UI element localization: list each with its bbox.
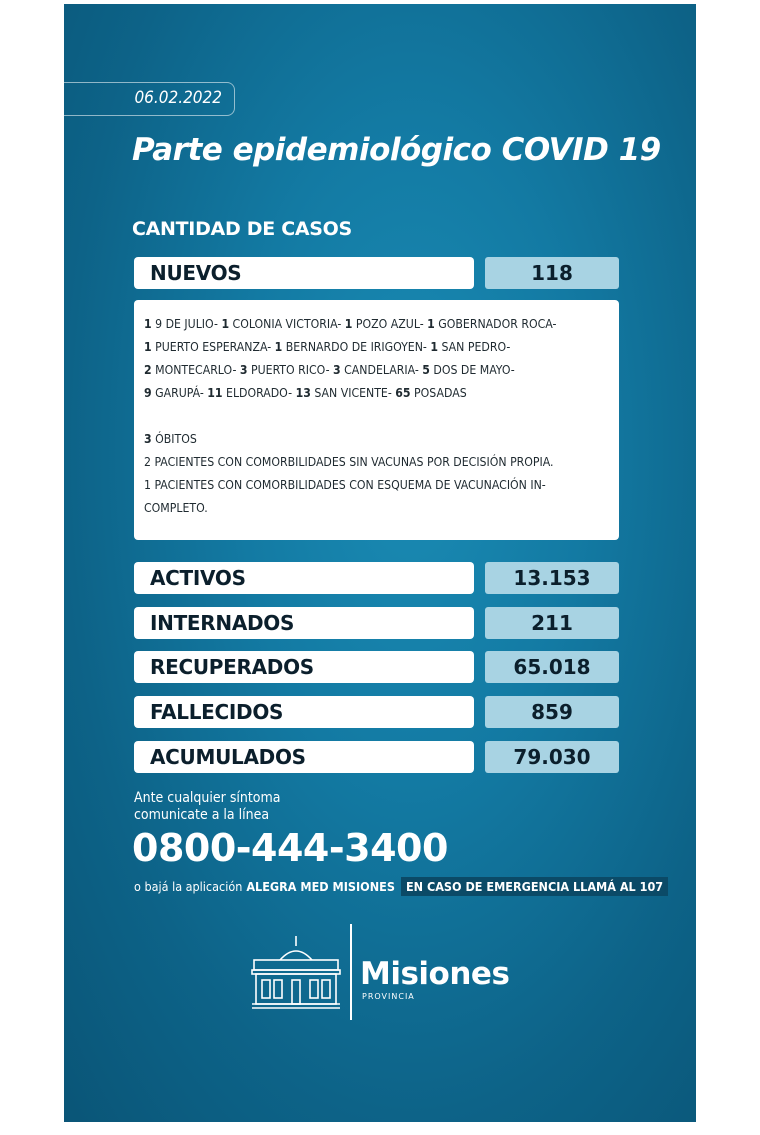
misiones-logo — [250, 924, 510, 1024]
case-location: MONTECARLO- — [151, 363, 240, 377]
cta-line-2: comunicate a la línea — [134, 807, 270, 823]
cta-text — [134, 790, 281, 824]
case-location: CANDELARIA- — [340, 363, 423, 377]
case-count: 1 — [427, 317, 435, 331]
stat-label: ACUMULADOS — [150, 745, 306, 769]
case-location: POSADAS — [410, 386, 467, 400]
cases-line-1 — [144, 313, 609, 336]
stat-value-box — [485, 607, 619, 639]
deaths-note-3: COMPLETO. — [144, 501, 208, 515]
app-name: ALEGRA MED MISIONES — [246, 878, 395, 894]
deaths-note-2: 1 PACIENTES CON COMORBILIDADES CON ESQUEMA DE VACUNACIÓN IN- — [144, 478, 546, 492]
stat-label-box — [134, 562, 474, 594]
case-count: 1 — [344, 317, 353, 331]
cases-line-4 — [144, 382, 609, 405]
section-title: CANTIDAD DE CASOS — [132, 218, 352, 240]
case-location: SAN PEDRO- — [438, 340, 511, 354]
case-count: 1 — [144, 317, 152, 331]
stat-value-box — [485, 562, 619, 594]
case-count: 9 — [144, 386, 152, 400]
case-location: COLONIA VICTORIA- — [229, 317, 345, 331]
stat-value: 211 — [531, 611, 573, 635]
emergency-notice: EN CASO DE EMERGENCIA LLAMÁ AL 107 — [401, 877, 668, 896]
case-location: BERNARDO DE IRIGOYEN- — [282, 340, 431, 354]
stat-value: 13.153 — [513, 566, 591, 590]
deaths-count: 3 — [144, 432, 152, 446]
stat-value: 79.030 — [513, 745, 591, 769]
case-location: DOS DE MAYO- — [429, 363, 515, 377]
page-title: Parte epidemiológico COVID 19 — [132, 132, 661, 168]
case-location: SAN VICENTE- — [310, 386, 396, 400]
stat-label-box — [134, 741, 474, 773]
stat-label: ACTIVOS — [150, 566, 246, 590]
app-line — [134, 876, 668, 896]
cases-line-2 — [144, 336, 609, 359]
case-location: GARUPÁ- — [151, 386, 208, 400]
nuevos-label-box — [134, 257, 474, 289]
case-location: 9 DE JULIO- — [151, 317, 222, 331]
case-count: 1 — [274, 340, 283, 354]
report-date: 06.02.2022 — [134, 88, 222, 108]
stat-label: RECUPERADOS — [150, 655, 314, 679]
case-location: PUERTO ESPERANZA- — [151, 340, 275, 354]
government-building-icon — [250, 934, 342, 1012]
case-location: PUERTO RICO- — [247, 363, 334, 377]
stat-label: INTERNADOS — [150, 611, 295, 635]
case-count: 1 — [144, 340, 152, 354]
case-count: 65 — [395, 386, 411, 400]
stat-label-box — [134, 607, 474, 639]
stat-label: FALLECIDOS — [150, 700, 284, 724]
case-location: GOBERNADOR ROCA- — [434, 317, 557, 331]
logo-name: Misiones — [360, 956, 510, 992]
deaths-line — [144, 428, 609, 451]
deaths-label: ÓBITOS — [151, 432, 197, 446]
deaths-note-1: 2 PACIENTES CON COMORBILIDADES SIN VACUNAS POR DECISIÓN PROPIA. — [144, 455, 554, 469]
case-count: 5 — [422, 363, 430, 377]
case-count: 13 — [295, 386, 311, 400]
case-count: 3 — [333, 363, 341, 377]
nuevos-value-box — [485, 257, 619, 289]
cta-line-1: Ante cualquier síntoma — [134, 790, 281, 806]
app-prefix: o bajá la aplicación — [134, 878, 243, 894]
cases-line-3 — [144, 359, 609, 382]
covid-report-card — [64, 4, 696, 1122]
logo-subtitle: PROVINCIA — [362, 992, 415, 1001]
stat-value-box — [485, 741, 619, 773]
logo-divider — [350, 924, 352, 1020]
stat-value-box — [485, 651, 619, 683]
stat-label-box — [134, 696, 474, 728]
stat-value-box — [485, 696, 619, 728]
stat-value: 65.018 — [513, 655, 591, 679]
hotline-number: 0800-444-3400 — [132, 826, 448, 870]
case-count: 1 — [221, 317, 230, 331]
case-location: POZO AZUL- — [352, 317, 428, 331]
stat-label-box — [134, 651, 474, 683]
nuevos-label: NUEVOS — [150, 261, 242, 285]
case-count: 1 — [430, 340, 439, 354]
case-count: 11 — [207, 386, 223, 400]
case-count: 3 — [239, 363, 248, 377]
case-location: ELDORADO- — [222, 386, 296, 400]
nuevos-value: 118 — [531, 261, 573, 285]
stat-value: 859 — [531, 700, 573, 724]
date-badge — [64, 82, 235, 116]
cases-detail-panel — [134, 300, 619, 540]
case-count: 2 — [144, 363, 152, 377]
